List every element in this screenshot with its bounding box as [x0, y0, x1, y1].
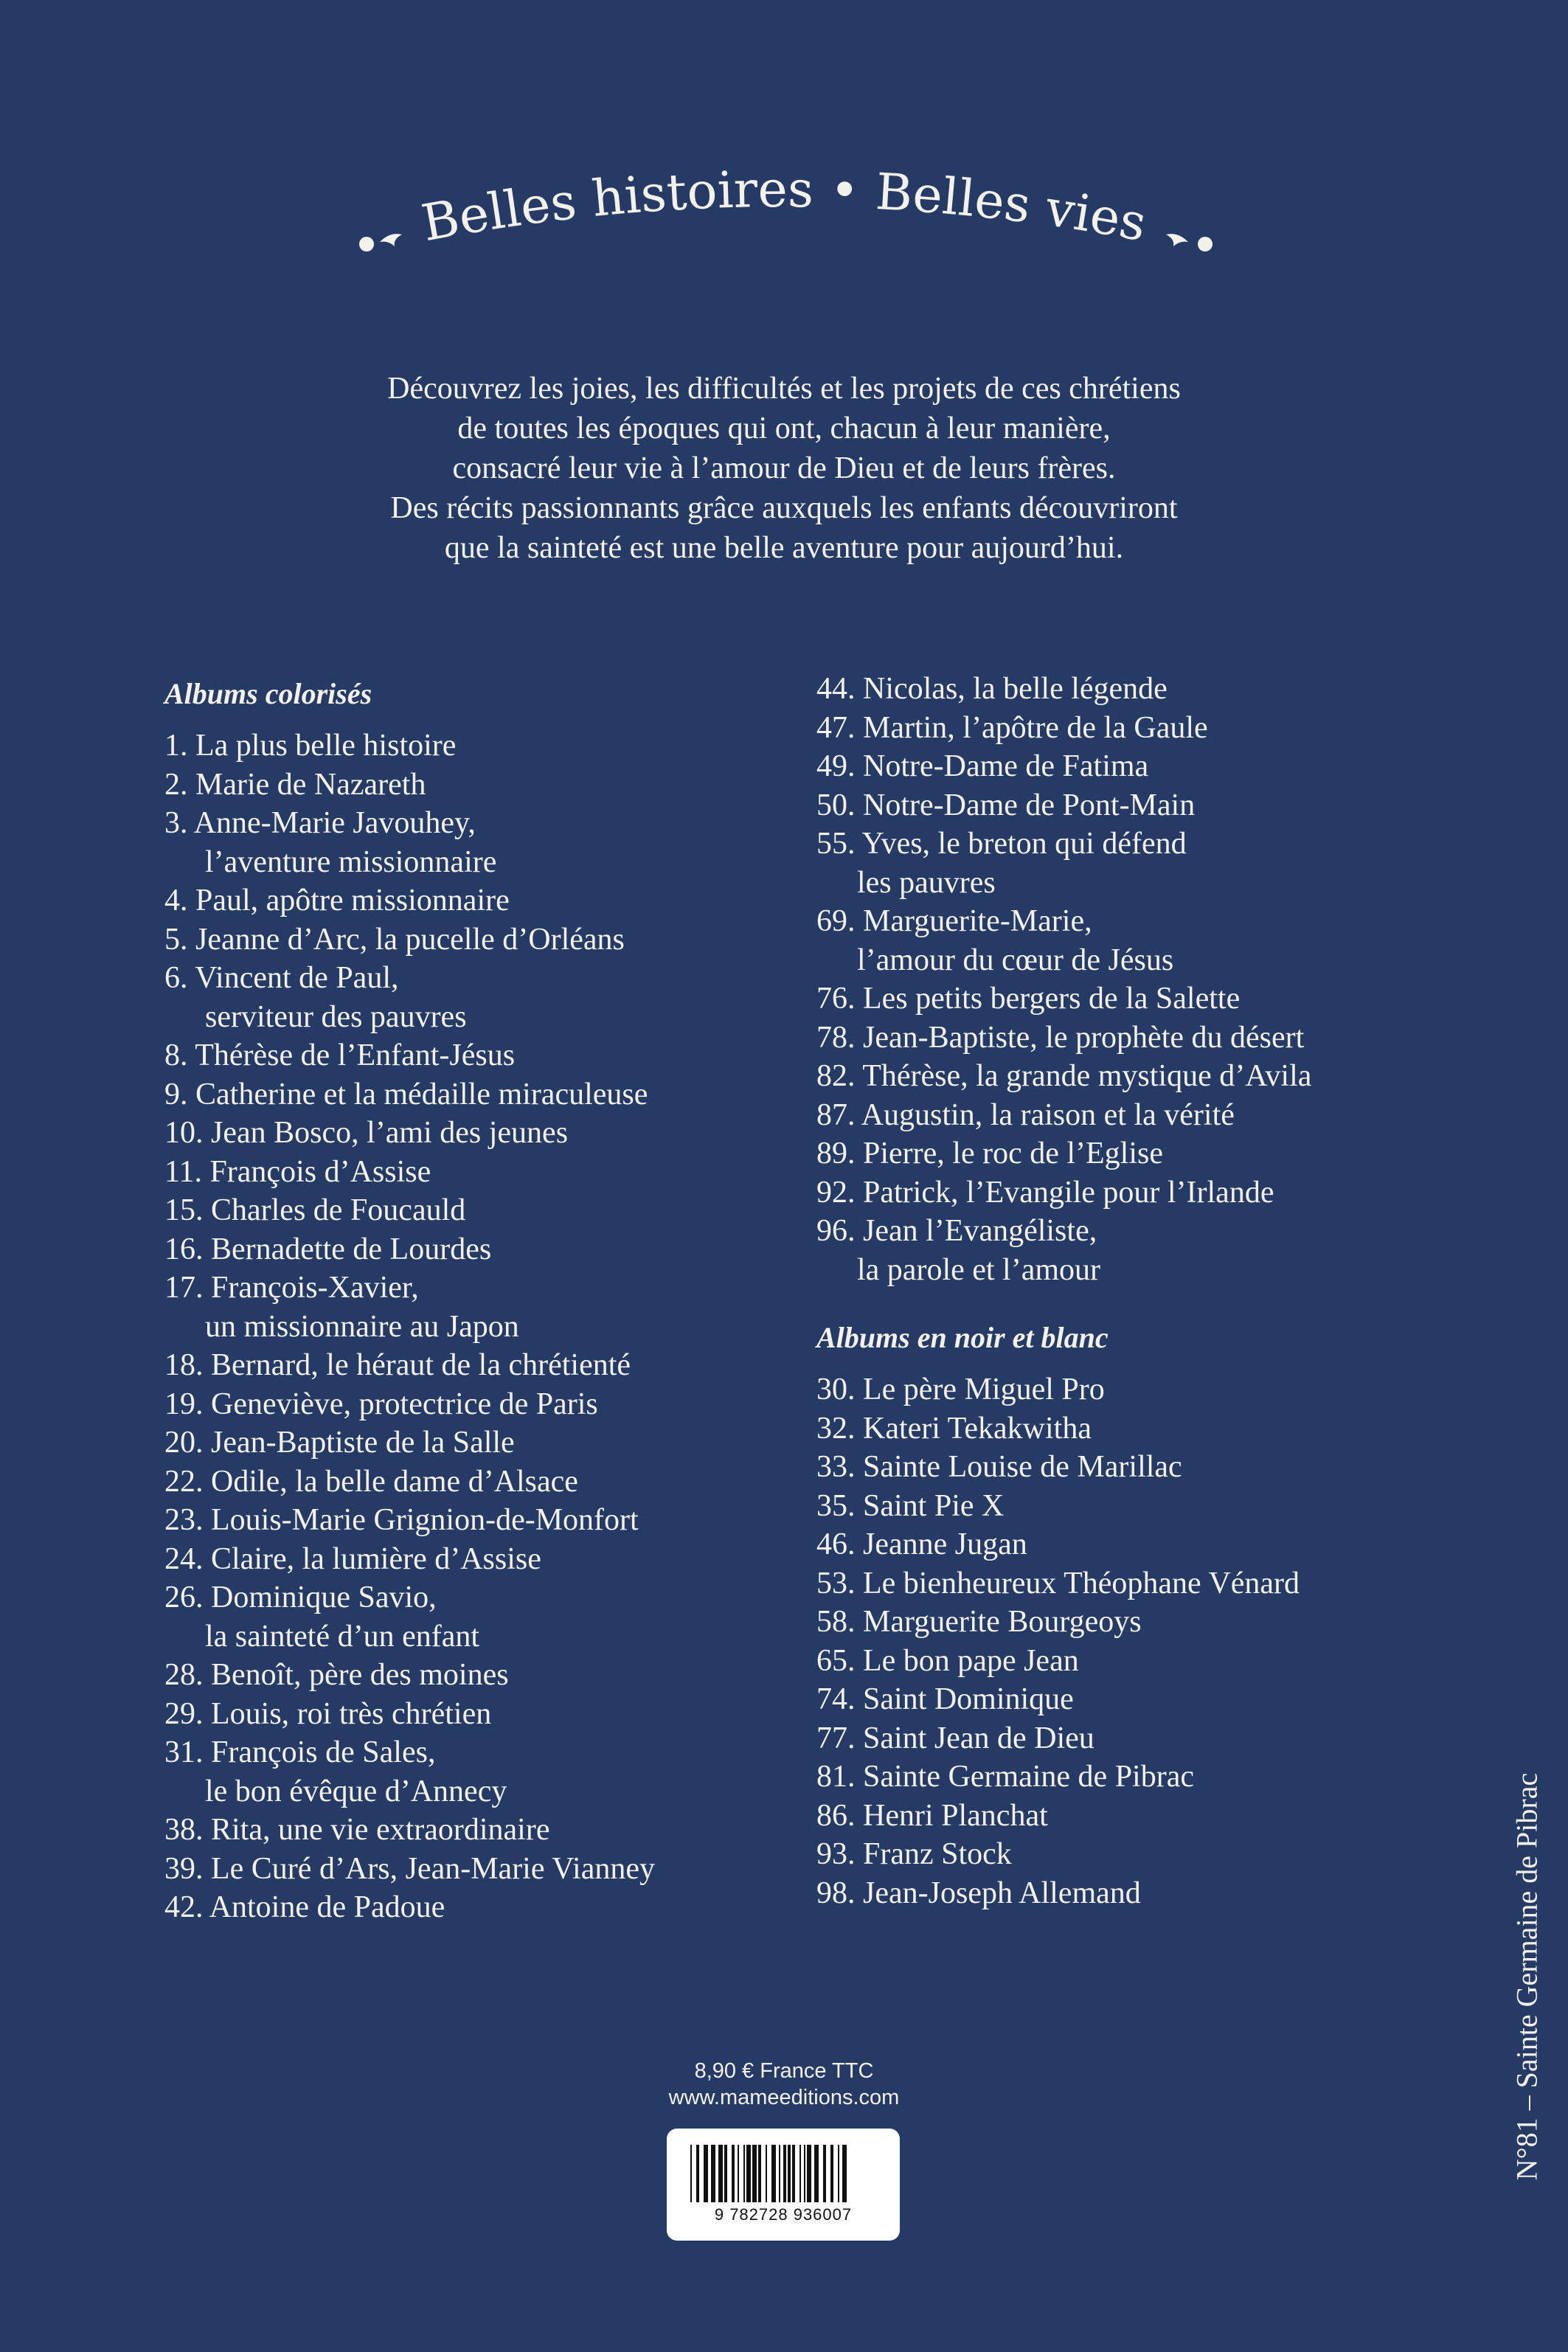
colorized-list-continued — [816, 670, 1465, 1289]
item-title: 10. Jean Bosco, l’ami des jeunes — [164, 1116, 569, 1150]
list-item — [164, 1463, 799, 1502]
item-title: 58. Marguerite Bourgeoys — [816, 1605, 1142, 1639]
list-item — [164, 1578, 799, 1656]
item-continuation: un missionnaire au Japon — [205, 1309, 519, 1344]
item-title: 1. La plus belle histoire — [164, 729, 457, 763]
list-item — [816, 1719, 1465, 1758]
colorized-list — [164, 726, 799, 1927]
list-item — [816, 1409, 1465, 1449]
item-title: 89. Pierre, le roc de l’Eglise — [816, 1137, 1163, 1170]
item-title: 19. Geneviève, protectrice de Paris — [164, 1387, 598, 1421]
list-item — [816, 1642, 1465, 1681]
list-item — [816, 786, 1465, 825]
list-item — [164, 1230, 799, 1269]
item-title: 49. Notre-Dame de Fatima — [816, 749, 1149, 783]
list-item — [816, 1874, 1465, 1913]
list-item — [164, 1036, 799, 1075]
item-title: 44. Nicolas, la belle légende — [816, 672, 1168, 706]
intro-line: Découvrez les joies, les difficultés et les projets de ces chrétiens — [387, 372, 1181, 406]
item-continuation: serviteur des pauvres — [205, 999, 467, 1034]
price-block — [0, 2058, 1568, 2111]
barcode-bar — [788, 2145, 791, 2202]
barcode-bar — [842, 2145, 847, 2202]
list-item — [816, 1134, 1465, 1173]
item-title: 28. Benoît, père des moines — [164, 1658, 509, 1692]
barcode-bar — [711, 2145, 715, 2202]
item-title: 29. Louis, roi très chrétien — [164, 1696, 492, 1731]
item-title: 47. Martin, l’apôtre de la Gaule — [816, 710, 1208, 745]
list-item — [164, 1501, 799, 1540]
barcode-bar — [743, 2145, 745, 2202]
item-title: 69. Marguerite-Marie, — [816, 904, 1092, 938]
barcode-bar — [732, 2145, 735, 2202]
item-title: 86. Henri Planchat — [816, 1798, 1048, 1833]
item-title: 23. Louis-Marie Grignion-de-Monfort — [164, 1503, 639, 1537]
item-title: 16. Bernadette de Lourdes — [164, 1232, 492, 1266]
list-item — [164, 1269, 799, 1346]
list-item — [164, 804, 799, 881]
item-title: 93. Franz Stock — [816, 1837, 1012, 1871]
barcode-bar — [807, 2145, 811, 2202]
barcode-bar — [738, 2145, 739, 2202]
item-title: 17. François-Xavier, — [164, 1271, 419, 1305]
item-title: 82. Thérèse, la grande mystique d’Avila — [816, 1059, 1312, 1093]
list-item — [164, 1075, 799, 1114]
item-title: 35. Saint Pie X — [816, 1488, 1005, 1523]
list-item — [164, 959, 799, 1036]
barcode-bar — [792, 2145, 795, 2202]
intro-line: Des récits passionnants grâce auxquels les enfants découvriront — [390, 491, 1178, 525]
list-item — [816, 825, 1465, 902]
list-item — [816, 1212, 1465, 1289]
list-item — [816, 1019, 1465, 1058]
item-title: 78. Jean-Baptiste, le prophète du désert — [816, 1020, 1305, 1055]
intro-line: consacré leur vie à l’amour de Dieu et de leurs frères. — [452, 451, 1116, 485]
intro-line: que la sainteté est une belle aventure pour aujourd’hui. — [444, 531, 1124, 565]
list-item — [816, 1758, 1465, 1797]
barcode-bar — [830, 2145, 833, 2202]
list-item — [164, 1695, 799, 1734]
list-item — [164, 881, 799, 920]
right-column — [816, 670, 1465, 1912]
list-item — [164, 1385, 799, 1424]
list-item — [816, 709, 1465, 748]
list-item — [164, 920, 799, 960]
item-title: 22. Odile, la belle dame d’Alsace — [164, 1464, 578, 1499]
item-continuation: les pauvres — [857, 865, 996, 900]
barcode-bar — [804, 2145, 805, 2202]
barcode — [667, 2129, 900, 2241]
item-title: 30. Le père Miguel Pro — [816, 1373, 1105, 1406]
list-item — [164, 1191, 799, 1230]
item-title: 33. Sainte Louise de Marillac — [816, 1450, 1182, 1484]
item-title: 6. Vincent de Paul, — [164, 961, 399, 995]
colorized-section-title: Albums colorisés — [164, 677, 372, 710]
list-item — [816, 1057, 1465, 1096]
barcode-bar — [724, 2145, 727, 2202]
barcode-bars — [667, 2129, 900, 2210]
intro-line: de toutes les époques qui ont, chacun à leur manière, — [457, 412, 1111, 445]
item-title: 87. Augustin, la raison et la vérité — [816, 1097, 1235, 1132]
series-title: Belles histoires • Belles vies — [417, 160, 1151, 254]
item-title: 74. Saint Dominique — [816, 1682, 1074, 1716]
bw-list — [816, 1370, 1465, 1912]
item-title: 20. Jean-Baptiste de la Salle — [164, 1426, 515, 1460]
item-title: 11. François d’Assise — [164, 1154, 431, 1189]
list-item — [816, 979, 1465, 1019]
list-item — [164, 1346, 799, 1385]
isbn-number: 9 782728 936007 — [714, 2205, 853, 2224]
list-item — [164, 1540, 799, 1579]
barcode-bar — [758, 2145, 761, 2202]
list-item — [164, 1850, 799, 1889]
spine-text: N°81 – Sainte Germaine de Pibrac — [1510, 1772, 1544, 2181]
list-item — [816, 670, 1465, 709]
item-title: 26. Dominique Savio, — [164, 1581, 437, 1614]
item-title: 31. François de Sales, — [164, 1735, 436, 1769]
bw-section-title: Albums en noir et blanc — [816, 1321, 1109, 1354]
item-title: 76. Les petits bergers de la Salette — [816, 982, 1241, 1016]
barcode-bar — [746, 2145, 751, 2202]
barcode-bar — [838, 2145, 839, 2202]
barcode-bar — [718, 2145, 723, 2202]
list-item — [816, 1603, 1465, 1642]
barcode-bar — [823, 2145, 826, 2202]
item-continuation: le bon évêque d’Annecy — [205, 1774, 507, 1808]
list-item — [816, 1525, 1465, 1564]
colorized-column — [164, 675, 799, 1927]
list-item — [164, 1114, 799, 1153]
barcode-bar — [696, 2145, 699, 2202]
item-title: 77. Saint Jean de Dieu — [816, 1721, 1095, 1755]
item-title: 32. Kateri Tekakwitha — [816, 1411, 1092, 1446]
item-continuation: l’amour du cœur de Jésus — [857, 943, 1174, 977]
right-flourish-icon — [1166, 234, 1213, 251]
item-continuation: la parole et l’amour — [857, 1252, 1101, 1287]
list-item — [164, 726, 799, 766]
barcode-bar — [814, 2145, 819, 2202]
list-item — [816, 1487, 1465, 1526]
left-flourish-icon — [359, 234, 402, 251]
list-item — [816, 1680, 1465, 1719]
barcode-bar — [771, 2145, 776, 2202]
barcode-bar — [783, 2145, 786, 2202]
list-item — [816, 1096, 1465, 1135]
item-title: 81. Sainte Germaine de Pibrac — [816, 1760, 1194, 1794]
item-title: 9. Catherine et la médaille miraculeuse — [164, 1077, 648, 1111]
item-title: 50. Notre-Dame de Pont-Main — [816, 788, 1196, 822]
item-title: 4. Paul, apôtre missionnaire — [164, 884, 510, 917]
item-title: 8. Thérèse de l’Enfant-Jésus — [164, 1038, 516, 1072]
item-title: 18. Bernard, le héraut de la chrétienté — [164, 1348, 631, 1382]
barcode-bar — [766, 2145, 767, 2202]
item-title: 46. Jeanne Jugan — [816, 1527, 1027, 1561]
list-item — [164, 1888, 799, 1927]
list-item — [816, 902, 1465, 979]
item-title: 3. Anne-Marie Javouhey, — [164, 806, 476, 840]
list-item — [816, 1835, 1465, 1874]
item-title: 92. Patrick, l’Evangile pour l’Irlande — [816, 1175, 1274, 1210]
item-title: 65. Le bon pape Jean — [816, 1643, 1079, 1678]
list-item — [816, 1797, 1465, 1836]
list-item — [816, 747, 1465, 786]
item-title: 38. Rita, une vie extraordinaire — [164, 1813, 550, 1847]
item-title: 2. Marie de Nazareth — [164, 767, 426, 802]
list-item — [816, 1173, 1465, 1213]
item-continuation: la sainteté d’un enfant — [205, 1619, 480, 1654]
list-item — [164, 1733, 799, 1811]
item-title: 15. Charles de Foucauld — [164, 1193, 466, 1227]
item-title: 39. Le Curé d’Ars, Jean-Marie Vianney — [164, 1851, 655, 1886]
barcode-bar — [752, 2145, 757, 2202]
series-title-art — [0, 148, 1568, 288]
series-header — [0, 148, 1568, 288]
spine-label — [1501, 1718, 1553, 2235]
item-title: 98. Jean-Joseph Allemand — [816, 1876, 1141, 1910]
barcode-bar — [799, 2145, 801, 2202]
item-title: 24. Claire, la lumière d’Assise — [164, 1541, 541, 1576]
list-item — [164, 1423, 799, 1463]
intro-paragraph — [194, 369, 1374, 568]
list-item — [164, 766, 799, 805]
item-title: 42. Antoine de Padoue — [164, 1890, 445, 1924]
item-title: 96. Jean l’Evangéliste, — [816, 1214, 1097, 1248]
barcode-bar — [690, 2145, 692, 2202]
item-title: 53. Le bienheureux Théophane Vénard — [816, 1566, 1300, 1600]
item-continuation: l’aventure missionnaire — [205, 844, 497, 879]
barcode-bar — [779, 2145, 780, 2202]
website: www.mameeditions.com — [668, 2086, 900, 2109]
item-title: 5. Jeanne d’Arc, la pucelle d’Orléans — [164, 922, 625, 957]
list-item — [164, 1656, 799, 1695]
list-item — [816, 1564, 1465, 1603]
list-item — [816, 1448, 1465, 1487]
price: 8,90 € France TTC — [694, 2059, 874, 2083]
item-title: 55. Yves, le breton qui défend — [816, 827, 1187, 861]
list-item — [164, 1811, 799, 1850]
list-item — [164, 1153, 799, 1192]
barcode-bar — [704, 2145, 708, 2202]
list-item — [816, 1370, 1465, 1409]
